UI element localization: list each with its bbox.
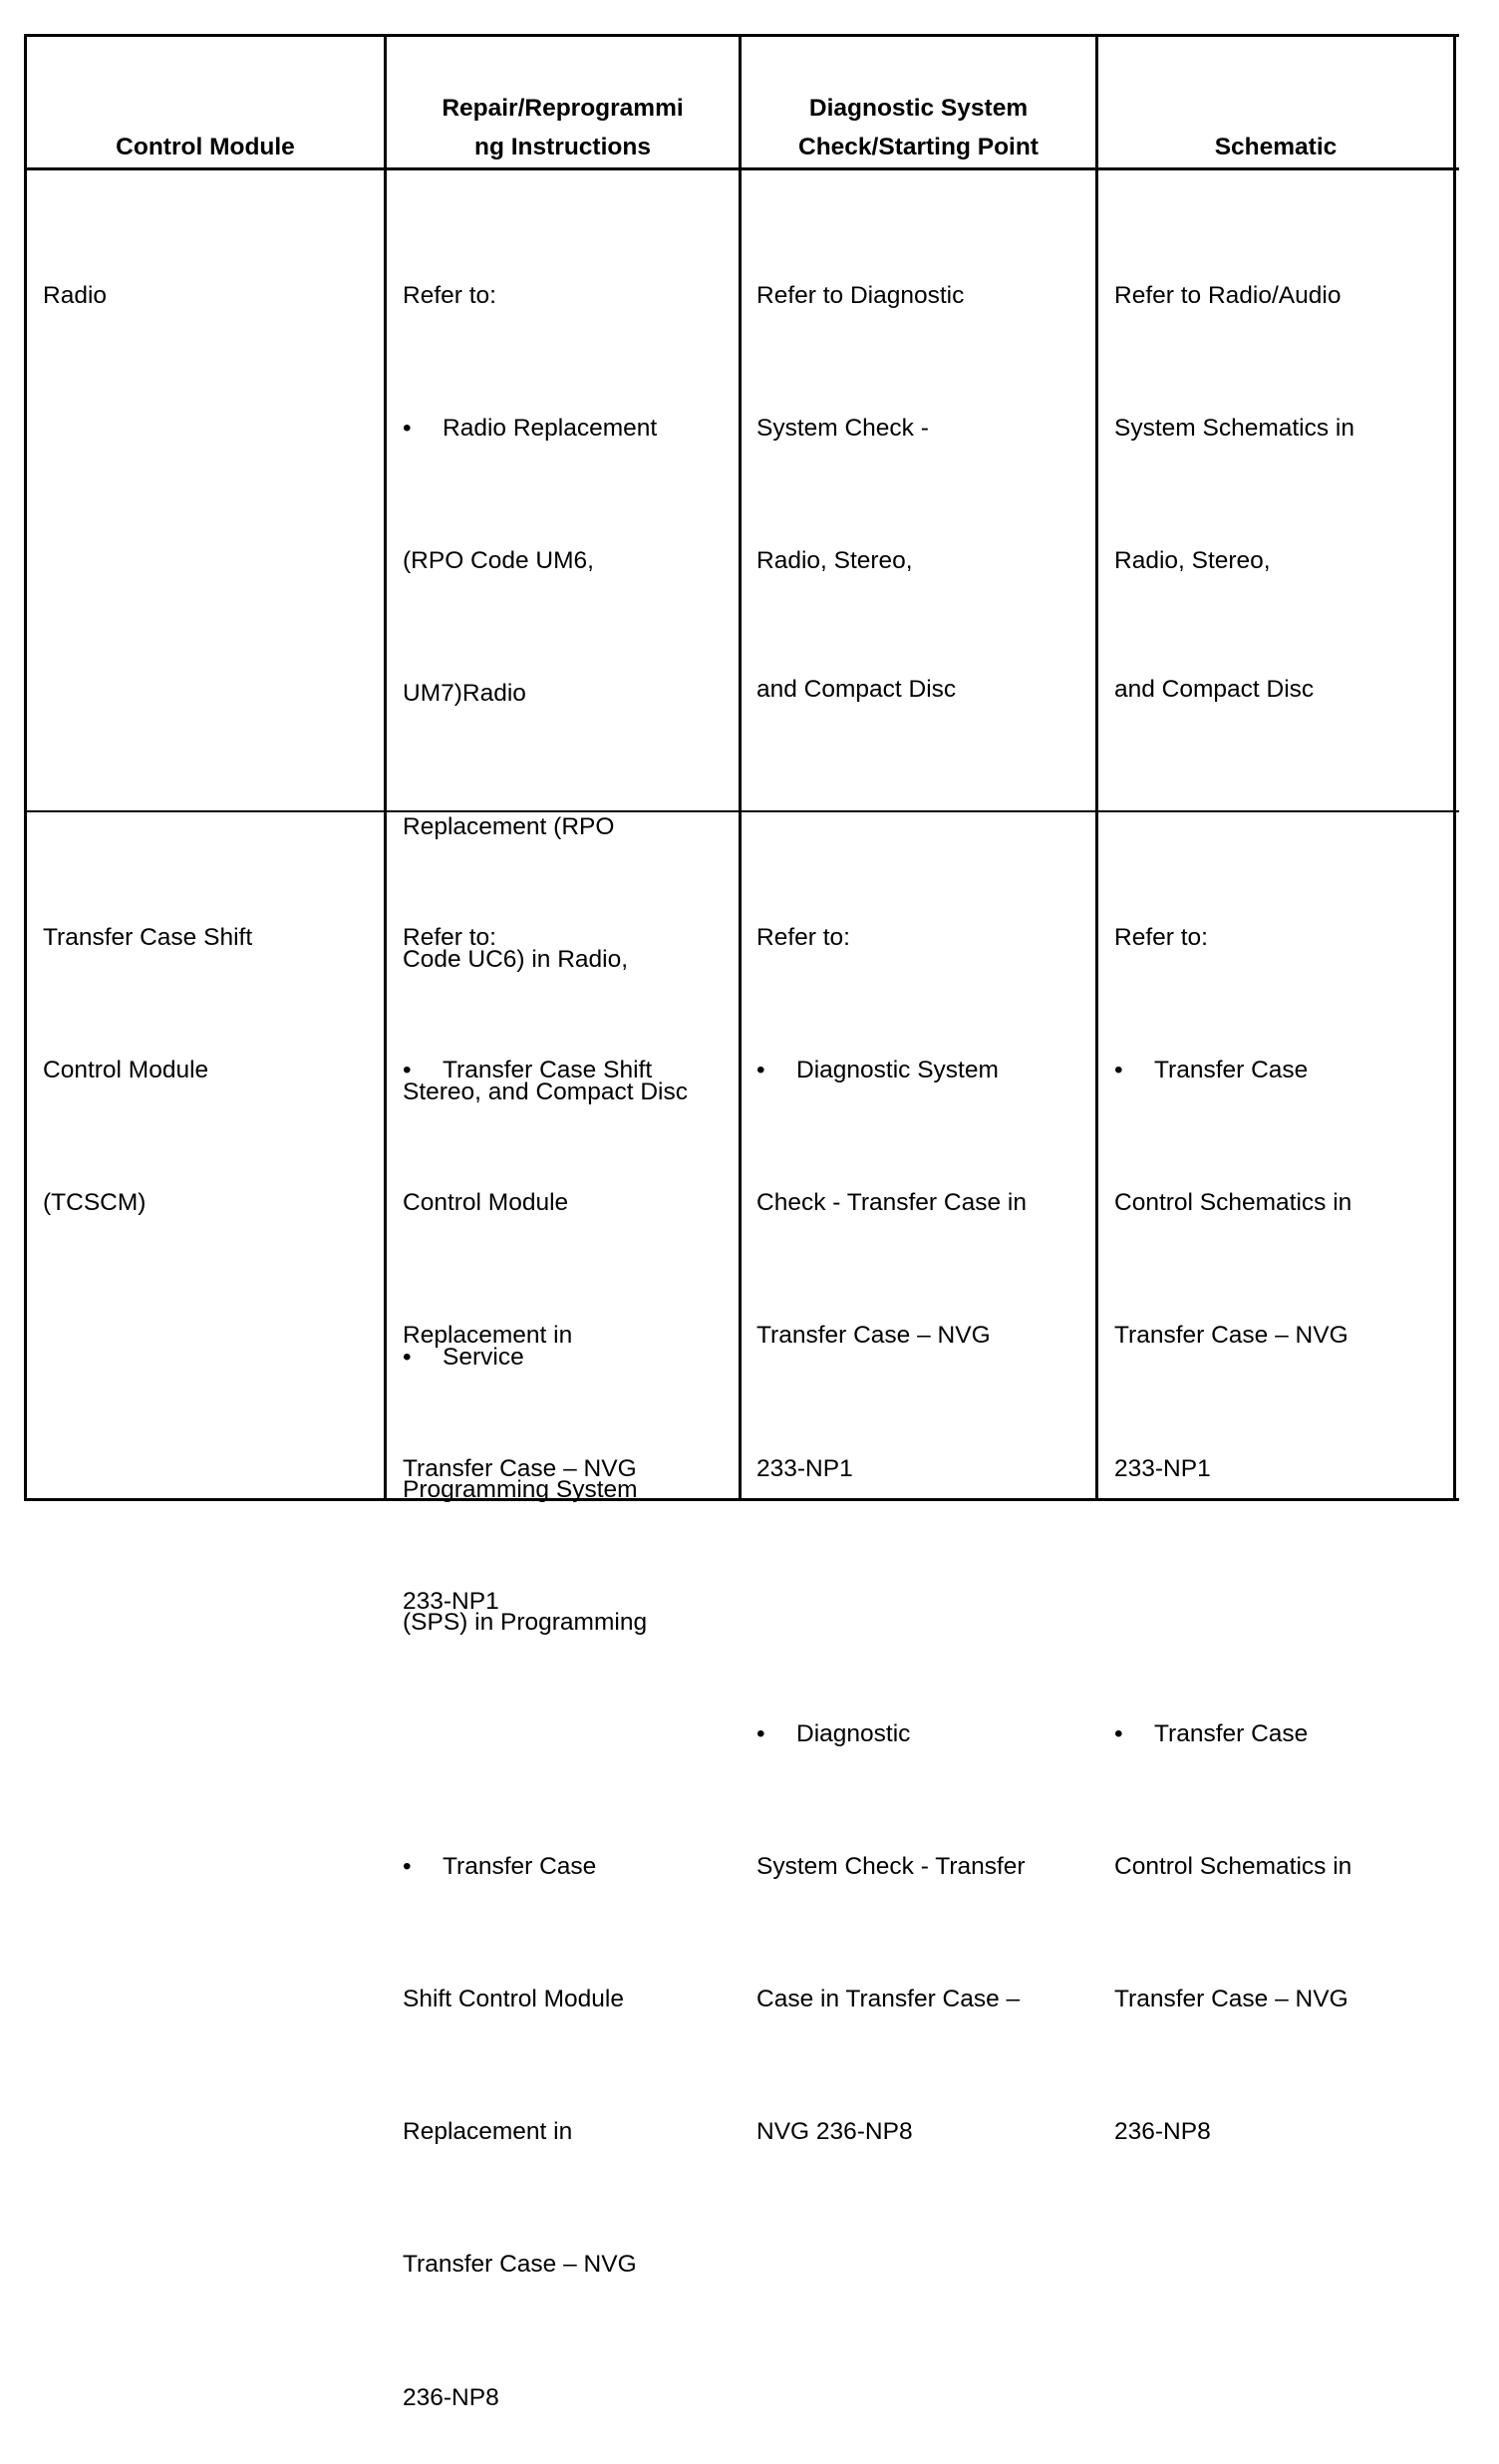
column-divider-3 bbox=[1095, 34, 1098, 1501]
list-item-text: Control Schematics in bbox=[1114, 1189, 1352, 1217]
cell-text: and Compact Disc bbox=[1114, 676, 1315, 704]
link-schematics-np8[interactable]: Transfer Case bbox=[1154, 1719, 1309, 1747]
row-radio-diagnostic-cell bbox=[756, 185, 964, 757]
list-item-text: 236-NP8 bbox=[1114, 2118, 1211, 2146]
table-right-border bbox=[1453, 34, 1456, 1501]
list-item-text: Transfer Case – NVG bbox=[1114, 1322, 1349, 1350]
list-item-text: (RPO Code UM6, bbox=[403, 547, 594, 575]
link-schematics-np1[interactable]: Transfer Case bbox=[1154, 1057, 1309, 1084]
bullet-icon: • bbox=[1114, 1057, 1123, 1084]
list-item-text: Check - Transfer Case in bbox=[756, 1189, 1027, 1217]
list-item bbox=[403, 1049, 652, 1092]
table-top-border bbox=[24, 34, 1459, 37]
link-diagnostic-check-np8[interactable]: Diagnostic bbox=[796, 1719, 911, 1747]
bullet-icon: • bbox=[1114, 1719, 1123, 1747]
list-item-text: 233-NP1 bbox=[1114, 1454, 1211, 1482]
list-item bbox=[756, 1049, 1027, 1092]
link-tcscm-replacement-np1[interactable]: Transfer Case Shift bbox=[443, 1057, 653, 1084]
list-item-text: Transfer Case – NVG bbox=[756, 1322, 991, 1350]
header-repair-instructions bbox=[387, 89, 739, 166]
row-tcscm-repair-cell bbox=[403, 827, 652, 2464]
cell-text: Radio, Stereo, bbox=[1114, 547, 1271, 575]
row-tcscm-module-cell bbox=[43, 827, 252, 1270]
row-radio-schematic-cell bbox=[1114, 185, 1354, 757]
header-schematic-label: Schematic bbox=[1214, 134, 1338, 160]
module-name: Radio bbox=[43, 281, 108, 309]
refer-to-label: Refer to: bbox=[403, 923, 496, 951]
refer-to-label: Refer to: bbox=[756, 923, 850, 951]
refer-to-label: Refer to: bbox=[1114, 923, 1208, 951]
list-item-text: 233-NP1 bbox=[756, 1454, 853, 1482]
header-diag-line2: Check/Starting Point bbox=[798, 134, 1039, 160]
row-divider bbox=[24, 810, 1459, 812]
list-item-text: Transfer Case – NVG bbox=[403, 1454, 637, 1482]
list-item bbox=[403, 1845, 652, 1889]
list-item bbox=[403, 407, 688, 451]
list-item-text: (SPS) in Programming bbox=[403, 1609, 648, 1637]
list-item-text: Programming System bbox=[403, 1476, 638, 1504]
list-item-text: Stereo, and Compact Disc bbox=[403, 1078, 688, 1106]
list-item bbox=[756, 1712, 1027, 1756]
header-repair-line1: Repair/Reprogrammi bbox=[442, 95, 684, 122]
list-item-text: Control Module bbox=[403, 1189, 569, 1217]
refer-to-label: Refer to: bbox=[403, 281, 496, 309]
module-name: Control Module bbox=[43, 1057, 209, 1084]
header-bottom-border bbox=[24, 167, 1459, 170]
header-schematic bbox=[1098, 128, 1453, 166]
list-item-text: NVG 236-NP8 bbox=[756, 2118, 913, 2146]
cell-text: and Compact Disc bbox=[756, 676, 957, 704]
link-diagnostic-check-np1[interactable]: Diagnostic System bbox=[796, 1057, 999, 1084]
list-item-text: Control Schematics in bbox=[1114, 1852, 1352, 1880]
list-item-text: Case in Transfer Case – bbox=[756, 1986, 1021, 2013]
list-item-text: Replacement (RPO bbox=[403, 812, 615, 840]
cell-text: System Check - bbox=[756, 415, 929, 443]
link-service-programming[interactable]: Service bbox=[443, 1344, 524, 1372]
row-tcscm-diagnostic-cell bbox=[756, 827, 1027, 2199]
list-item-text: Code UC6) in Radio, bbox=[403, 945, 629, 973]
column-divider-1 bbox=[384, 34, 387, 1501]
list-item-text: Transfer Case – NVG bbox=[403, 2251, 637, 2279]
cell-text: Radio, Stereo, bbox=[756, 547, 913, 575]
list-item-text: System Check - Transfer bbox=[756, 1852, 1026, 1880]
link-radio-replacement[interactable]: Radio Replacement bbox=[443, 415, 658, 443]
list-item-text: UM7)Radio bbox=[403, 680, 526, 708]
module-name: (TCSCM) bbox=[43, 1189, 147, 1217]
list-item-text: 236-NP8 bbox=[403, 2383, 499, 2411]
header-diagnostic-check bbox=[742, 89, 1095, 166]
bullet-icon: • bbox=[756, 1719, 765, 1747]
link-radio-audio-schematics[interactable]: Refer to Radio/Audio bbox=[1114, 281, 1342, 309]
link-tcscm-replacement-np8[interactable]: Transfer Case bbox=[443, 1852, 597, 1880]
table-left-border bbox=[24, 34, 27, 1501]
header-control-module bbox=[27, 128, 384, 166]
header-repair-line2: ng Instructions bbox=[474, 134, 651, 160]
header-diag-line1: Diagnostic System bbox=[808, 95, 1029, 122]
bullet-icon: • bbox=[403, 415, 412, 443]
list-item-text: Replacement in bbox=[403, 1322, 573, 1350]
bullet-icon: • bbox=[756, 1057, 765, 1084]
bullet-icon: • bbox=[403, 1057, 412, 1084]
list-item-text: Shift Control Module bbox=[403, 1986, 624, 2013]
list-item bbox=[1114, 1049, 1351, 1092]
row-tcscm-schematic-cell bbox=[1114, 827, 1351, 2199]
cell-text: System Schematics in bbox=[1114, 415, 1354, 443]
list-item-text: Transfer Case – NVG bbox=[1114, 1986, 1349, 2013]
link-diagnostic-system-check[interactable]: Refer to Diagnostic bbox=[756, 281, 965, 309]
row-radio-module-cell bbox=[43, 185, 107, 363]
list-item-text: 233-NP1 bbox=[403, 1587, 499, 1615]
list-item bbox=[1114, 1712, 1351, 1756]
header-control-module-label: Control Module bbox=[116, 134, 295, 160]
bullet-icon: • bbox=[403, 1344, 412, 1372]
bullet-icon: • bbox=[403, 1852, 412, 1880]
module-name: Transfer Case Shift bbox=[43, 923, 253, 951]
list-item-text: Replacement in bbox=[403, 2118, 573, 2146]
column-divider-2 bbox=[739, 34, 742, 1501]
